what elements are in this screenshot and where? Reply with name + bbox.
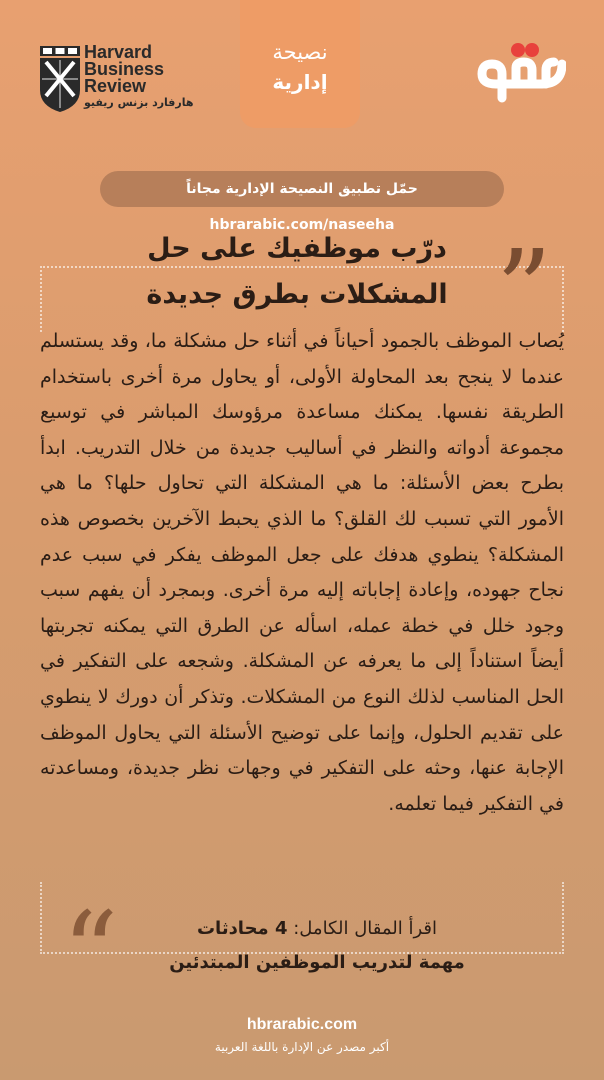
quote-open-icon: ” <box>495 226 552 354</box>
hbr-wordmark <box>84 44 164 95</box>
title-line2: المشكلات بطرق جديدة <box>146 279 448 310</box>
read-more-title-part1: 4 محادثات <box>196 918 288 939</box>
hbr-line3: Review <box>84 76 147 96</box>
download-app-banner[interactable]: حمّل تطبيق النصيحة الإدارية مجاناً hbrarabic.com/naseeha <box>100 171 504 207</box>
article-body: يُصاب الموظف بالجمود أحياناً في أثناء حل مشكلة ما، وقد يستسلم عندما لا ينجح بعد المحاولة الأولى، أو يحاول مرة أخرى باستخدام الطريقة نفسها. يمكنك مساعدة مرؤوسك المباشر في توسيع مجموعة أدواته والنظر في أساليب جديدة من خلال التدريب. ابدأ بطرح بعض الأسئلة: ما هي المشكلة التي تحاول حلها؟ ما هي الأمور التي تسبب لك القلق؟ ما الذي يحبط الآخرين بخصوص هذه المشكلة؟ ينطوي هدفك على جعل الموظف يفكر في سبب عدم نجاح جهوده، وإعادة إجاباته إليه مرة أخرى. وبمجرد أن يفهم سبب وجود خلل في خطة عمله، اسأله عن الطرق التي يمكنه تجربتها أيضاً استناداً إلى ما يعرفه عن المشكلة. وشجعه على التفكير في الحل المناسب لذلك النوع من المشكلات. وتذكر أن دورك لا ينطوي على تقديم الحلول، وإنما على توضيح الأسئلة التي يحاول الموظف الإجابة عنها، وحثه على التفكير في وجهات نظر جديدة، ومساعدته في التفكير فيما تعلمه. <box>40 330 564 815</box>
hbr-arabic-name: هارفارد بزنس ريفيو <box>84 96 194 109</box>
hbr-logo[interactable] <box>40 44 200 114</box>
tag-line2: إدارية <box>272 70 328 94</box>
hbr-line2: Business <box>84 59 165 79</box>
read-more-label: اقرأ المقال الكامل: <box>293 918 438 939</box>
hbr-shield-icon <box>40 46 80 112</box>
title-line1: درّب موظفيك على حل <box>147 233 447 264</box>
footer-tagline: أكبر مصدر عن الإدارة باللغة العربية <box>214 1040 390 1054</box>
quote-close-icon: “ <box>62 888 119 1016</box>
hbr-line1: Harvard <box>84 42 153 62</box>
majarra-logo-icon[interactable] <box>476 40 566 104</box>
footer-url-link[interactable]: hbrarabic.com <box>246 1016 358 1033</box>
article-title <box>120 226 474 318</box>
read-more-link[interactable] <box>160 912 474 980</box>
category-tag <box>240 0 360 128</box>
read-more-title-part2: مهمة لتدريب الموظفين المبتدئين <box>169 952 465 973</box>
tag-line1: نصيحة <box>272 40 328 64</box>
